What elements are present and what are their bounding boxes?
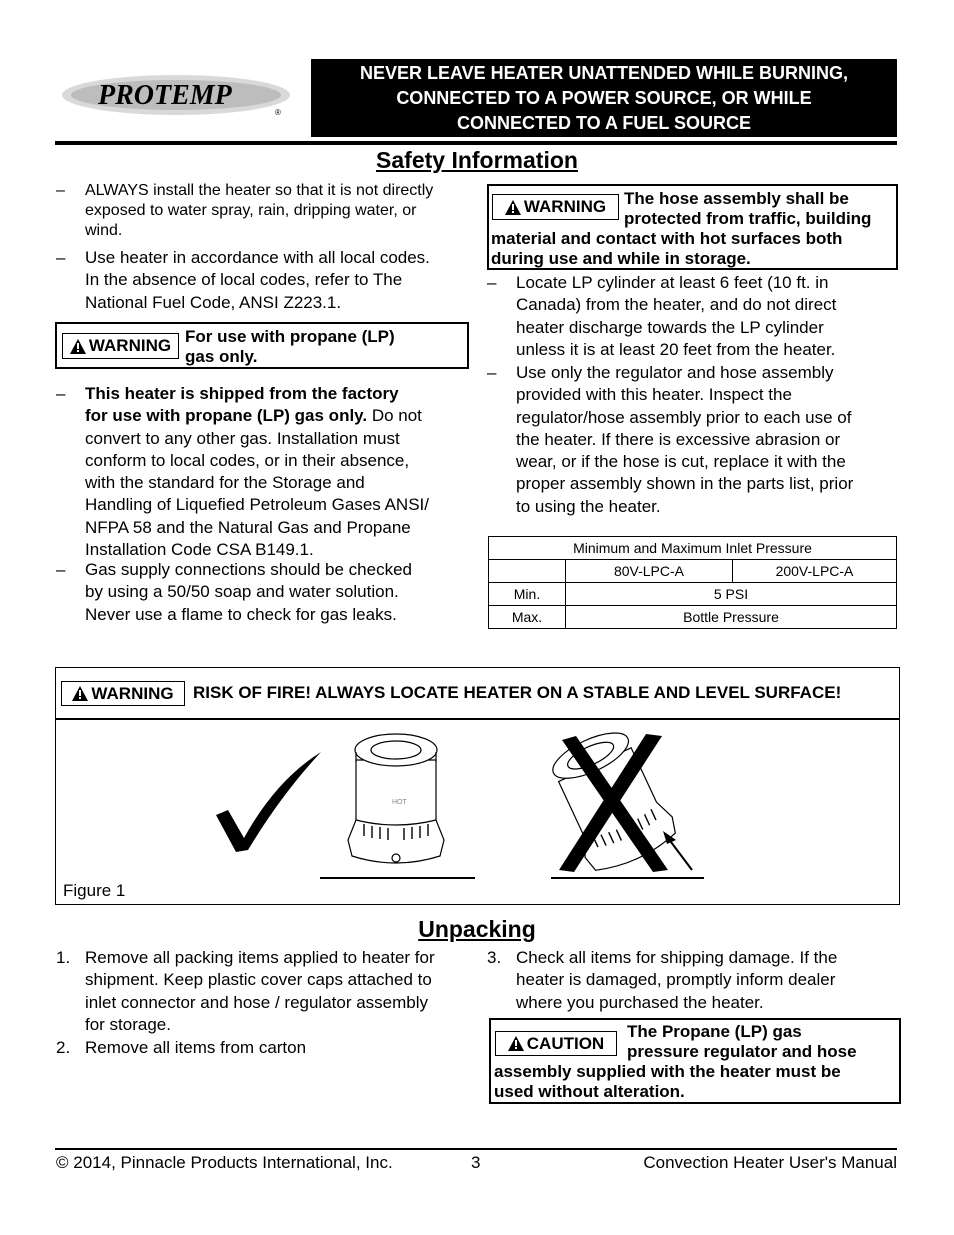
- dash: –: [56, 560, 66, 579]
- item-line: National Fuel Code, ANSI Z223.1.: [85, 292, 342, 312]
- footer-page-number: 3: [471, 1153, 481, 1172]
- item-line: Check all items for shipping damage. If the: [516, 948, 838, 967]
- warning-line: material and contact with hot surfaces both: [491, 229, 843, 248]
- table-row: [489, 583, 897, 606]
- dash: –: [56, 182, 65, 199]
- list-item: [487, 947, 902, 1015]
- warning-line: For use with propane (LP): [185, 327, 395, 346]
- list-item: [487, 272, 902, 362]
- item-bold: for use with propane (LP) gas only.: [85, 406, 368, 426]
- item-line: Locate LP cylinder at least 6 feet (10 ft. in: [516, 273, 829, 292]
- banner-line: CONNECTED TO A POWER SOURCE, OR WHILE: [396, 87, 812, 108]
- caution-line: used without alteration.: [494, 1082, 685, 1101]
- warning-badge: [492, 194, 619, 220]
- item-line: where you purchased the heater.: [516, 992, 764, 1012]
- figure-caption: Figure 1: [63, 881, 126, 900]
- table-cell: Max.: [489, 606, 566, 629]
- item-line: the heater. If there is excessive abrasion or: [516, 429, 841, 449]
- table-row: [489, 537, 897, 560]
- item-line: by using a 50/50 soap and water solution.: [85, 582, 399, 602]
- list-item: [56, 383, 476, 559]
- item-line: conform to local codes, or in their absence,: [85, 450, 410, 470]
- badge-label: WARNING: [523, 197, 607, 216]
- warning-hose-box: [487, 184, 898, 270]
- item-line: convert to any other gas. Installation must: [85, 428, 400, 448]
- item-number: 1.: [56, 948, 71, 967]
- footer-manual-title: Convection Heater User's Manual: [643, 1153, 897, 1172]
- list-item: [56, 1037, 476, 1060]
- pressure-table: [488, 536, 897, 629]
- table-cell: [489, 560, 566, 583]
- footer-copyright: © 2014, Pinnacle Products International, Inc.: [56, 1153, 393, 1172]
- warning-propane-box: [55, 322, 469, 369]
- footer-rule: [55, 1148, 897, 1150]
- item-line: heater discharge towards the LP cylinder: [516, 317, 824, 337]
- fire-warning-text: RISK OF FIRE! ALWAYS LOCATE HEATER ON A STABLE AND LEVEL SURFACE!: [193, 683, 842, 702]
- checkmark-icon: [216, 752, 321, 852]
- badge-label: WARNING: [88, 336, 172, 355]
- warning-line: protected from traffic, building: [624, 209, 872, 228]
- list-item: [56, 947, 476, 1037]
- caution-box: [489, 1018, 901, 1104]
- protemp-logo: [58, 66, 300, 124]
- item-rest: Do not: [367, 406, 422, 426]
- dash: –: [56, 384, 66, 403]
- item-number: 3.: [487, 948, 502, 967]
- warning-triangle-icon: [70, 339, 86, 354]
- svg-text:®: ®: [275, 108, 281, 117]
- item-line: proper assembly shown in the parts list, prior: [516, 474, 854, 494]
- item-line: Gas supply connections should be checked: [85, 560, 412, 579]
- table-cell: Min.: [489, 583, 566, 606]
- caution-line: pressure regulator and hose: [627, 1042, 857, 1061]
- warning-triangle-icon: [72, 686, 88, 701]
- table-cell: 5 PSI: [566, 583, 897, 606]
- item-line: This heater is shipped from the factory: [85, 384, 399, 403]
- item-line: regulator/hose assembly prior to each use of: [516, 407, 852, 427]
- item-line: wind.: [85, 222, 123, 239]
- table-row: [489, 560, 897, 583]
- dash: –: [487, 363, 497, 382]
- badge-label: CAUTION: [526, 1033, 605, 1053]
- item-line: to using the heater.: [516, 496, 661, 516]
- item-line: Use only the regulator and hose assembly: [516, 363, 834, 382]
- logo-wordmark: PROTEMP: [98, 80, 232, 111]
- list-item: [56, 247, 476, 315]
- item-line: exposed to water spray, rain, dripping water, or: [85, 202, 417, 219]
- warning-line: gas only.: [185, 347, 258, 366]
- table-header-80v: 80V-LPC-A: [566, 560, 733, 583]
- table-title: Minimum and Maximum Inlet Pressure: [489, 537, 897, 560]
- header-rule: [55, 141, 897, 145]
- item-line: Handling of Liquefied Petroleum Gases ANSI/: [85, 495, 429, 515]
- item-line: [85, 405, 429, 427]
- arrow-icon: [668, 838, 692, 870]
- item-line: heater is damaged, promptly inform dealer: [516, 970, 836, 990]
- warning-line: during use and while in storage.: [491, 249, 751, 268]
- warning-badge: [62, 333, 179, 359]
- item-line: shipment. Keep plastic cover caps attached to: [85, 970, 432, 990]
- warning-triangle-icon: [505, 200, 521, 215]
- item-line: for storage.: [85, 1014, 171, 1034]
- list-item: [56, 181, 476, 243]
- dash: –: [56, 248, 66, 267]
- heater-hot-label: HOT: [392, 799, 407, 806]
- banner-line: CONNECTED TO A FUEL SOURCE: [456, 112, 752, 133]
- caution-badge: [495, 1031, 617, 1056]
- safety-title: Safety Information: [376, 147, 578, 173]
- item-line: NFPA 58 and the Natural Gas and Propane: [85, 517, 411, 537]
- item-line: Remove all packing items applied to heater for: [85, 948, 435, 967]
- item-line: provided with this heater. Inspect the: [516, 385, 792, 405]
- item-line: Use heater in accordance with all local codes.: [85, 248, 430, 267]
- item-line: Canada) from the heater, and do not direct: [516, 295, 837, 315]
- item-line: ALWAYS install the heater so that it is not directly: [85, 182, 434, 199]
- dash: –: [487, 273, 497, 292]
- item-number: 2.: [56, 1038, 71, 1057]
- list-item: [56, 559, 476, 627]
- warning-triangle-icon: [508, 1036, 524, 1051]
- table-row: [489, 606, 897, 629]
- item-line: In the absence of local codes, refer to The: [85, 270, 403, 290]
- warning-line: The hose assembly shall be: [624, 189, 849, 208]
- item-line: Installation Code CSA B149.1.: [85, 540, 314, 560]
- item-line: wear, or if the hose is cut, replace it with the: [516, 452, 846, 472]
- item-line: with the standard for the Storage and: [85, 473, 365, 493]
- item-line: Remove all items from carton: [85, 1038, 307, 1057]
- item-line: Never use a flame to check for gas leaks.: [85, 604, 397, 624]
- badge-label: WARNING: [91, 683, 174, 703]
- caution-line: The Propane (LP) gas: [627, 1022, 802, 1041]
- danger-banner: [311, 59, 897, 137]
- unpacking-title: Unpacking: [418, 916, 536, 942]
- table-cell: Bottle Pressure: [566, 606, 897, 629]
- table-header-200v: 200V-LPC-A: [733, 560, 897, 583]
- item-line: unless it is at least 20 feet from the heater.: [516, 339, 836, 359]
- banner-line: NEVER LEAVE HEATER UNATTENDED WHILE BURNING,: [359, 62, 848, 83]
- list-item: [487, 362, 902, 520]
- figure-illustration: [56, 720, 899, 904]
- caution-line: assembly supplied with the heater must be: [494, 1062, 841, 1081]
- warning-badge: [61, 681, 185, 706]
- item-line: inlet connector and hose / regulator assembly: [85, 992, 429, 1012]
